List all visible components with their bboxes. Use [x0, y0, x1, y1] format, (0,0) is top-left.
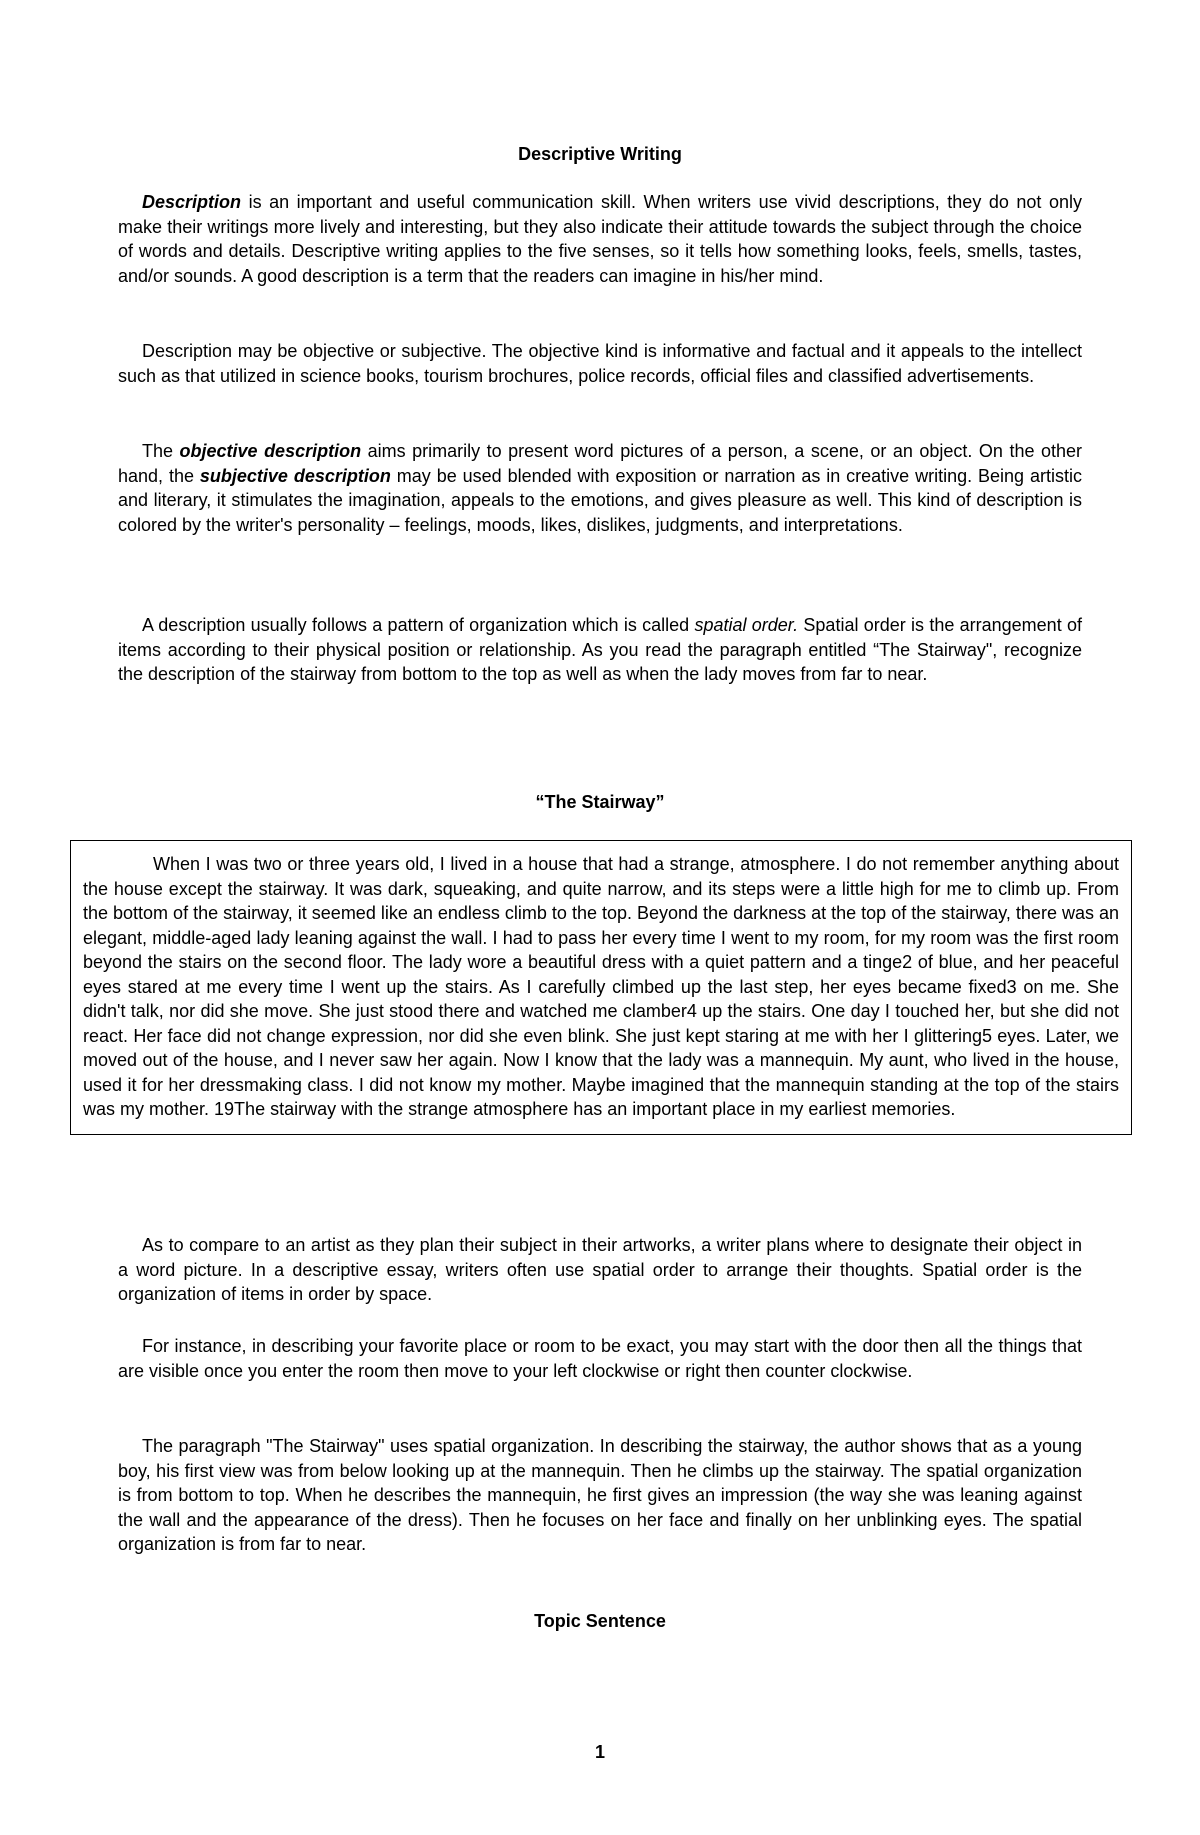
paragraph-description-types — [118, 439, 1082, 537]
paragraph-6-text: For instance, in describing your favorite place or room to be exact, you may start with the door then all the things that are visible once you enter the room then move to your left clockwise or right then counter clockwise. — [118, 1336, 1082, 1381]
para3-text-1: The — [142, 441, 180, 461]
paragraph-spatial-order — [118, 613, 1082, 687]
paragraph-stairway-analysis — [118, 1434, 1082, 1557]
paragraph-for-instance — [118, 1334, 1082, 1383]
term-objective-description: objective description — [179, 441, 362, 461]
paragraph-5-text: As to compare to an artist as they plan their subject in their artworks, a writer plans where to designate their object in a word picture. In a descriptive essay, writers often use spatial order to arrange their thoughts. Spatial order is the organization of items in order by space. — [118, 1235, 1082, 1304]
para3-text-3: may be used blended with exposition or narration as in creative writing. Being artistic and literary, it stimulates the imagination, appeals to the emotions, and gives pleasure as well. This kind of description is colored by the writer's personality – feelings, moods, likes, dislikes, judgments, and interpretations. — [118, 465, 1082, 535]
paragraph-2-text: Description may be objective or subjective. The objective kind is informative and factual and it appeals to the intellect such as that utilized in science books, tourism brochures, police records, official files and classified advertisements. — [118, 341, 1082, 386]
story-text: When I was two or three years old, I lived in a house that had a strange, atmosphere. I do not remember anything about the house except the stairway. It was dark, squeaking, and quite narrow, and its steps were a little high for me to climb up. From the bottom of the stairway, it seemed like an endless climb to the top. Beyond the darkness at the top of the stairway, there was an elegant, middle-aged lady leaning against the wall. I had to pass her every time I went to my room, for my room was the first room beyond the stairs on the second floor. The lady wore a beautiful dress with a quiet pattern and a tinge2 of blue, and her peaceful eyes stared at me every time I went up the stairs. As I carefully climbed up the last step, her eyes became fixed3 on me. She didn't talk, nor did she move. She just stood there and watched me clamber4 up the stairs. One day I touched her, but she did not react. Her face did not change expression, nor did she even blink. She just kept staring at me with her I glittering5 eyes. Later, we moved out of the house, and I never saw her again. Now I know that the lady was a mannequin. My aunt, who lived in the house, used it for her dressmaking class. I did not know my mother. Maybe imagined that the mannequin standing at the top of the stairs was my mother. 19The stairway with the strange atmosphere has an important place in my earliest memories. — [83, 854, 1119, 1119]
story-title: “The Stairway” — [535, 792, 665, 812]
subheading-block — [118, 1610, 1082, 1632]
paragraph-7-text: The paragraph "The Stairway" uses spatial organization. In describing the stairway, the author shows that as a young boy, his first view was from below looking up at the mannequin. Then he climbs up the stairway. The spatial organization is from bottom to top. When he describes the mannequin, he first gives an impression (the way she was leaning against the wall and the appearance of the dress). Then he focuses on her face and finally on her unblinking eyes. The spatial organization is from far to near. — [118, 1436, 1082, 1554]
intro-lead-term: Description — [142, 192, 242, 212]
story-box — [70, 840, 1132, 1135]
paragraph-artist-comparison — [118, 1233, 1082, 1307]
para4-text-2: Spatial order is the arrangement of items according to their physical position or relationship. As you read the paragraph entitled “The Stairway", recognize the description of the stairway from bottom to the top as well as when the lady moves from far to near. — [118, 615, 1082, 684]
intro-paragraph — [118, 190, 1082, 288]
page-number: 1 — [594, 1742, 605, 1762]
topic-sentence-heading: Topic Sentence — [534, 1611, 666, 1631]
para3-text-2: aims primarily to present word pictures of a person, a scene, or an object. On the other hand, the — [118, 441, 1083, 486]
paragraph-objective-subjective — [118, 339, 1082, 388]
story-title-block — [118, 791, 1082, 813]
document-title: Descriptive Writing — [518, 144, 682, 164]
intro-text: is an important and useful communication skill. When writers use vivid descriptions, they do not only make their writings more lively and interesting, but they also indicate their attitude towards the subject through the choice of words and details. Descriptive writing applies to the five senses, so it tells how something looks, feels, smells, tastes, and/or sounds. A good description is a term that the readers can imagine in his/her mind. — [118, 192, 1082, 286]
term-spatial-order: spatial order. — [694, 615, 799, 635]
title-block — [118, 143, 1082, 165]
para4-text-1: A description usually follows a pattern of organization which is called — [142, 615, 695, 635]
term-subjective-description: subjective description — [199, 465, 391, 486]
